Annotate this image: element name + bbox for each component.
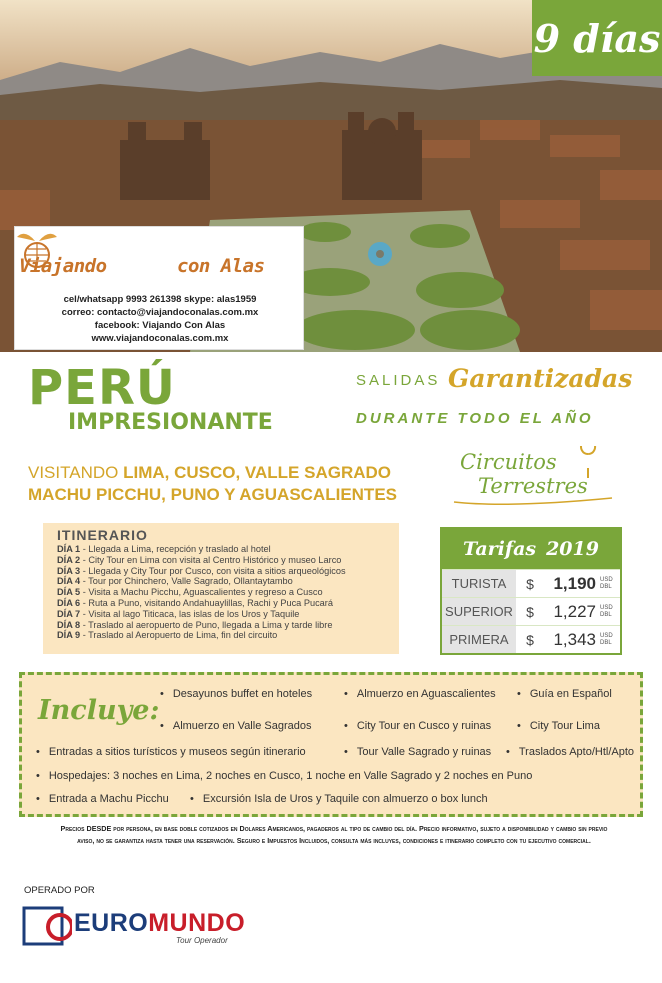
include-item: • Almuerzo en Valle Sagrados — [160, 720, 311, 732]
include-item: • Entradas a sitios turísticos y museos según itinerario — [36, 746, 306, 758]
operator-label: OPERADO POR — [24, 885, 95, 896]
day-label: DÍA 8 — [57, 619, 81, 630]
operator-subtitle: Tour Operador — [176, 936, 228, 945]
itinerary-day — [57, 566, 385, 577]
circuitos-line1: Circuitos — [460, 450, 557, 474]
day-text: - Llegada y City Tour por Cusco, con visita a sitios arqueológicos — [80, 565, 346, 576]
agency-name-part2: con Alas — [177, 255, 265, 277]
fine-print-line2: aviso, no se garantiza hasta tener una reservación. Seguro e Impuestos Incluidos, consulta más incluyes, condiciones e itinerario completo con tu ejecutivo comercial. — [77, 836, 591, 845]
rates-header — [442, 529, 620, 569]
itinerary-panel — [43, 523, 399, 654]
include-item: • Tour Valle Sagrado y ruinas — [344, 746, 491, 758]
day-label: DÍA 9 — [57, 630, 81, 641]
circuitos-badge — [448, 446, 616, 512]
rate-currency: $ — [526, 631, 534, 648]
fine-print — [30, 823, 638, 847]
day-label: DÍA 4 — [57, 576, 81, 587]
agency-contacts — [15, 293, 305, 345]
day-text: - Tour por Chinchero, Valle Sagrado, Ollantaytambo — [80, 576, 293, 587]
include-item: • Excursión Isla de Uros y Taquile con almuerzo o box lunch — [190, 793, 488, 805]
day-text: - Traslado al Aeropuerto de Lima, fin del circuito — [80, 630, 278, 641]
rate-price: 1,343 — [553, 629, 596, 649]
rate-row — [442, 625, 620, 653]
rate-currency: $ — [526, 603, 534, 620]
rate-price: 1,190 — [553, 573, 596, 593]
salidas-label: SALIDAS — [356, 372, 441, 389]
includes-panel — [19, 672, 643, 817]
unit-currency: USD — [600, 632, 613, 639]
circuitos-line2: Terrestres — [478, 474, 588, 498]
unit-currency: USD — [600, 604, 613, 611]
day-label: DÍA 1 — [57, 544, 81, 554]
include-item: • Desayunos buffet en hoteles — [160, 688, 312, 700]
fine-print-line1: Precios DESDE por persona, en base doble cotizados en Dolares Americanos, pagaderos al tipo de cambio del día. Precio informativo, sujeto a disponibilidad y cambio sin previo — [60, 824, 608, 833]
unit-occupancy: DBL — [600, 611, 612, 618]
hero-photo-cusco — [0, 0, 662, 352]
garantizadas-label: Garantizadas — [448, 364, 633, 393]
rate-category: PRIMERA — [442, 626, 516, 653]
day-text: - Ruta a Puno, visitando Andahuaylillas, Rachi y Puca Pucará — [80, 597, 333, 608]
rates-title: Tarifas — [463, 538, 537, 560]
rate-unit — [600, 633, 618, 647]
euromundo-emblem-icon — [22, 902, 72, 948]
includes-title: Incluye: — [38, 695, 160, 726]
itinerary-day — [57, 587, 385, 598]
include-item: • Traslados Apto/Htl/Apto — [506, 746, 634, 758]
visit-line-1 — [28, 463, 391, 483]
rate-category: SUPERIOR — [442, 598, 516, 625]
rate-row — [442, 569, 620, 597]
day-text: - Visita a Machu Picchu, Aguascalientes y regreso a Cusco — [80, 587, 323, 598]
day-text: - Traslado al aeropuerto de Puno, llegada a Lima y tarde libre — [80, 619, 333, 630]
rates-year: 2019 — [546, 538, 599, 560]
rate-currency: $ — [526, 575, 534, 592]
visit-destinations-2: MACHU PICCHU, PUNO Y AGUASCALIENTES — [28, 485, 397, 504]
duration-badge: 9 días — [532, 0, 662, 76]
durante-label: DURANTE TODO EL AÑO — [356, 410, 594, 427]
agency-phone: cel/whatsapp 9993 261398 skype: alas1959 — [63, 294, 257, 305]
visit-line-2 — [28, 485, 397, 505]
itinerary-day — [57, 544, 385, 555]
page-title: PERÚ — [28, 360, 176, 416]
page-subtitle: IMPRESIONANTE — [68, 410, 273, 435]
rate-category: TURISTA — [442, 570, 516, 597]
rate-unit — [600, 605, 618, 619]
itinerary-day — [57, 576, 385, 587]
day-text: - City Tour en Lima con visita al Centro Histórico y museo Larco — [80, 554, 342, 565]
include-item: • Hospedajes: 3 noches en Lima, 2 noches en Cusco, 1 noche en Valle Sagrado y 2 noches en Puno — [36, 770, 532, 782]
unit-currency: USD — [600, 576, 613, 583]
operator-name-a: EURO — [74, 909, 149, 937]
include-item: • Entrada a Machu Picchu — [36, 793, 169, 805]
itinerary-day — [57, 609, 385, 620]
rates-table — [440, 527, 622, 655]
rate-price: 1,227 — [553, 601, 596, 621]
euromundo-logo — [22, 902, 252, 952]
day-label: DÍA 6 — [57, 597, 81, 608]
visit-destinations-1: LIMA, CUSCO, VALLE SAGRADO — [123, 463, 392, 482]
include-item: • City Tour en Cusco y ruinas — [344, 720, 491, 732]
itinerary-day — [57, 598, 385, 609]
unit-occupancy: DBL — [600, 583, 612, 590]
operator-name-b: MUNDO — [148, 909, 246, 937]
agency-facebook: facebook: Viajando Con Alas — [94, 320, 226, 331]
itinerary-title: ITINERARIO — [57, 527, 148, 543]
itinerary-day — [57, 620, 385, 631]
day-text: - Visita al lago Titicaca, las islas de los Uros y Taquile — [80, 608, 300, 619]
visit-prefix: VISITANDO — [28, 463, 124, 482]
agency-email: correo: contacto@viajandoconalas.com.mx — [61, 307, 259, 318]
day-label: DÍA 3 — [57, 565, 81, 576]
operator-name — [74, 909, 245, 938]
agency-name-part1: Viajando — [19, 255, 107, 277]
itinerary-day — [57, 630, 385, 641]
agency-website: www.viajandoconalas.com.mx — [91, 333, 229, 344]
rate-row — [442, 597, 620, 625]
day-text: - Llegada a Lima, recepción y traslado al hotel — [80, 544, 271, 554]
day-label: DÍA 2 — [57, 554, 81, 565]
day-label: DÍA 5 — [57, 587, 81, 598]
unit-occupancy: DBL — [600, 639, 612, 646]
include-item: • City Tour Lima — [517, 720, 600, 732]
include-item: • Almuerzo en Aguascalientes — [344, 688, 496, 700]
itinerary-day — [57, 555, 385, 566]
include-item: • Guía en Español — [517, 688, 612, 700]
day-label: DÍA 7 — [57, 608, 81, 619]
rate-unit — [600, 577, 618, 591]
agency-card — [14, 226, 304, 350]
